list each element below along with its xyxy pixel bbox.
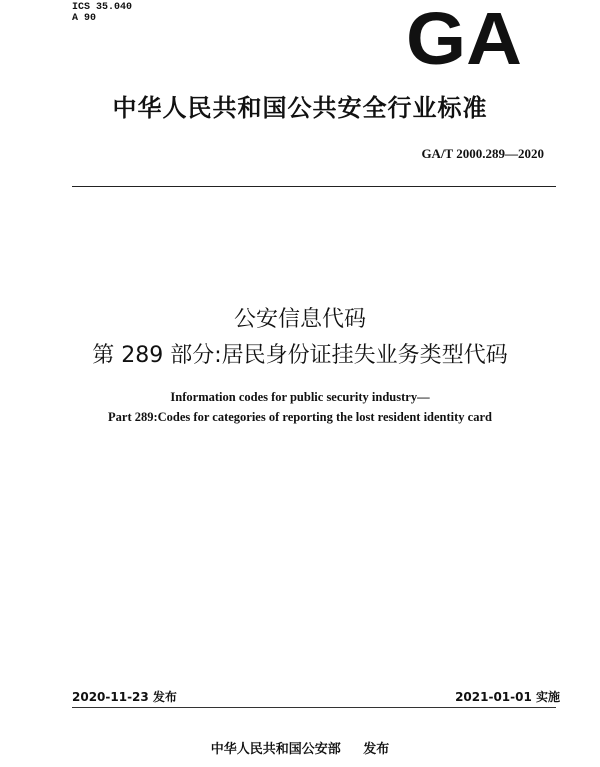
classification-codes	[72, 2, 132, 24]
ics-code: ICS 35.040	[72, 2, 133, 13]
title-cn-line1: 公安信息代码	[233, 307, 366, 332]
standard-organization: 中华人民共和国公共安全行业标准	[112, 94, 488, 122]
header-divider	[72, 186, 556, 187]
ccs-code: A 90	[72, 13, 97, 24]
standard-number: GA/T 2000.289—2020	[421, 146, 544, 161]
issue-date: 2020-11-23 发布	[72, 690, 177, 704]
title-cn-line2: 第 289 部分:居民身份证挂失业务类型代码	[92, 343, 508, 368]
publisher: 中华人民共和国公安部 发布	[210, 742, 390, 757]
ga-logo-text: GA	[406, 6, 522, 68]
title-en-line1: Information codes for public security industry—	[170, 390, 430, 404]
title-en-line2: Part 289:Codes for categories of reporting the lost resident identity card	[108, 410, 492, 424]
footer-divider	[72, 707, 556, 708]
implementation-date: 2021-01-01 实施	[455, 690, 560, 704]
ga-logo	[404, 6, 524, 68]
